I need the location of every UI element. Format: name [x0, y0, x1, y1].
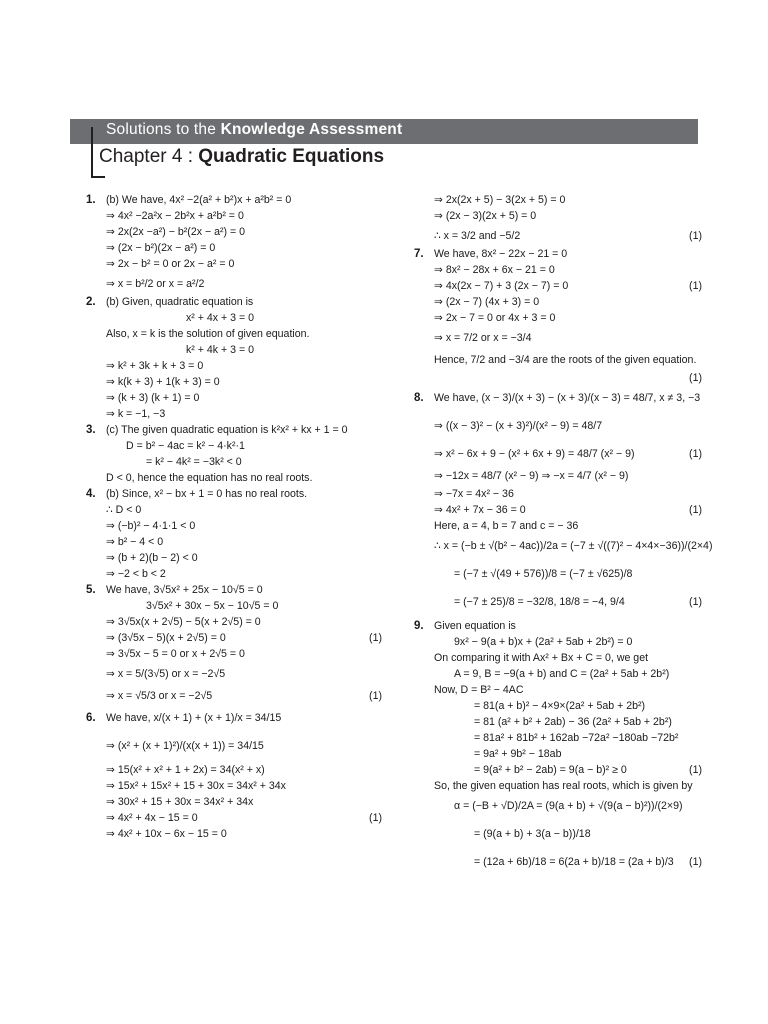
- solution-text: ⇒ 15x² + 15x² + 15 + 30x = 34x² + 34x: [106, 780, 286, 792]
- mark-label: (1): [369, 812, 382, 824]
- solution-text: ⇒ 30x² + 15 + 30x = 34x² + 34x: [106, 796, 254, 808]
- solution-text: ⇒ x = 5/(3√5) or x = −2√5: [106, 668, 226, 680]
- solution-text: ⇒ −12x = 48/7 (x² − 9) ⇒ −x = 4/7 (x² − 9): [434, 470, 629, 482]
- solution-text: ∴ x = 3/2 and −5/2: [434, 230, 521, 242]
- solution-line: [86, 502, 382, 518]
- solution-text: = (9(a + b) + 3(a − b))/18: [474, 828, 591, 840]
- solution-line: [86, 326, 382, 342]
- solution-text: ⇒ (x² + (x + 1)²)/(x(x + 1)) = 34/15: [106, 740, 264, 752]
- solution-line: [414, 278, 702, 294]
- solution-line: [86, 646, 382, 662]
- solution-text: ⇒ −7x = 4x² − 36: [434, 488, 514, 500]
- solution-text: (c) The given quadratic equation is k²x² + kx + 1 = 0: [106, 424, 348, 436]
- solution-text: ⇒ x = b²/2 or x = a²/2: [106, 278, 205, 290]
- solution-text: (b) Since, x² − bx + 1 = 0 has no real roots.: [106, 488, 308, 500]
- solution-text: ∴ x = (−b ± √(b² − 4ac))/2a = (−7 ± √((7)² − 4×4×−36))/(2×4): [434, 540, 713, 552]
- solution-text: ⇒ (−b)² − 4·1·1 < 0: [106, 520, 196, 532]
- solution-line: [414, 562, 702, 590]
- solution-line: [86, 598, 382, 614]
- solution-text: Also, x = k is the solution of given equation.: [106, 328, 310, 340]
- solution-text: = (12a + 6b)/18 = 6(2a + b)/18 = (2a + b)/3: [474, 856, 674, 868]
- solution-line: [414, 414, 702, 442]
- solution-line: [414, 746, 702, 762]
- solution-text: ⇒ (b + 2)(b − 2) < 0: [106, 552, 198, 564]
- solution-line: [86, 208, 382, 224]
- mark-label: (1): [369, 632, 382, 644]
- chapter-bracket-horizontal: [91, 176, 105, 178]
- chapter-heading: [99, 146, 384, 168]
- solution-text: ⇒ (k + 3) (k + 1) = 0: [106, 392, 200, 404]
- solution-line: [414, 618, 702, 634]
- solution-text: α = (−B + √D)/2A = (9(a + b) + √(9(a − b)²))/(2×9): [454, 800, 683, 812]
- solution-text: ⇒ 3√5x(x + 2√5) − 5(x + 2√5) = 0: [106, 616, 261, 628]
- solution-text: = (−7 ± 25)/8 = −32/8, 18/8 = −4, 9/4: [454, 596, 625, 608]
- solution-text: 9x² − 9(a + b)x + (2a² + 5ab + 2b²) = 0: [454, 636, 633, 648]
- solution-text: ⇒ 15(x² + x² + 1 + 2x) = 34(x² + x): [106, 764, 265, 776]
- solution-line: [414, 224, 702, 246]
- mark-label: (1): [689, 230, 702, 242]
- question-number: 5.: [86, 584, 96, 596]
- left-column: [86, 192, 382, 842]
- solution-line: [414, 794, 702, 822]
- solution-line: [414, 370, 702, 386]
- solution-text: ⇒ 2x − b² = 0 or 2x − a² = 0: [106, 258, 235, 270]
- solution-text: = 9(a² + b² − 2ab) = 9(a − b)² ≥ 0: [474, 764, 627, 776]
- question-number: 8.: [414, 392, 424, 404]
- mark-label: (1): [689, 856, 702, 868]
- chapter-label: Chapter 4 :: [99, 146, 193, 167]
- solution-text: Now, D = B² − 4AC: [434, 684, 524, 696]
- solution-text: ⇒ 3√5x − 5 = 0 or x + 2√5 = 0: [106, 648, 245, 660]
- solution-text: ⇒ b² − 4 < 0: [106, 536, 164, 548]
- solution-text: = 81 (a² + b² + 2ab) − 36 (2a² + 5ab + 2b²): [474, 716, 672, 728]
- solution-text: ⇒ 4x² + 4x − 15 = 0: [106, 812, 198, 824]
- solution-text: = 9a² + 9b² − 18ab: [474, 748, 562, 760]
- solution-text: ∴ D < 0: [106, 504, 142, 516]
- mark-label: (1): [689, 504, 702, 516]
- banner-bold: Knowledge Assessment: [220, 121, 403, 138]
- solution-text: (b) Given, quadratic equation is: [106, 296, 254, 308]
- solution-line: [414, 310, 702, 326]
- solution-line: [414, 666, 702, 682]
- solution-text: (b) We have, 4x² −2(a² + b²)x + a²b² = 0: [106, 194, 292, 206]
- right-column: [414, 192, 713, 878]
- question-number: 9.: [414, 620, 424, 632]
- solution-text: ⇒ 2x(2x −a²) − b²(2x − a²) = 0: [106, 226, 245, 238]
- chapter-title: Quadratic Equations: [198, 146, 385, 167]
- solution-line: [86, 256, 382, 272]
- mark-label: (1): [689, 280, 702, 292]
- solution-text: ⇒ 4x² −2a²x − 2b²x + a²b² = 0: [106, 210, 244, 222]
- solution-line: [86, 826, 382, 842]
- solution-line: [414, 590, 702, 618]
- solution-text: = (−7 ± √(49 + 576))/8 = (−7 ± √625)/8: [454, 568, 633, 580]
- solution-text: ⇒ (2x − b²)(2x − a²) = 0: [106, 242, 216, 254]
- mark-label: (1): [689, 596, 702, 608]
- solution-line: [414, 294, 702, 310]
- solution-text: Given equation is: [434, 620, 516, 632]
- solution-text: D < 0, hence the equation has no real roots.: [106, 472, 313, 484]
- solution-line: [86, 358, 382, 374]
- solution-line: [414, 208, 702, 224]
- solution-line: [86, 224, 382, 240]
- solution-line: [86, 374, 382, 390]
- solution-text: = 81(a + b)² − 4×9×(2a² + 5ab + 2b²): [474, 700, 646, 712]
- solution-text: So, the given equation has real roots, which is given by: [434, 780, 693, 792]
- solution-text: ⇒ (2x − 3)(2x + 5) = 0: [434, 210, 537, 222]
- solution-line: [86, 734, 382, 762]
- solution-text: ⇒ k = −1, −3: [106, 408, 166, 420]
- solution-line: [414, 762, 702, 778]
- solution-line: [86, 272, 382, 294]
- solution-line: [86, 294, 382, 310]
- solution-text: 3√5x² + 30x − 5x − 10√5 = 0: [146, 600, 279, 612]
- solution-line: [86, 192, 382, 208]
- solution-line: [86, 240, 382, 256]
- solution-line: [414, 730, 702, 746]
- solution-text: ⇒ −2 < b < 2: [106, 568, 166, 580]
- solution-line: [86, 422, 382, 438]
- solution-line: [414, 698, 702, 714]
- solution-line: [86, 762, 382, 778]
- solution-text: x² + 4x + 3 = 0: [186, 312, 255, 324]
- solution-text: k² + 4k + 3 = 0: [186, 344, 255, 356]
- solution-text: D = b² − 4ac = k² − 4·k²·1: [126, 440, 245, 452]
- solution-text: ⇒ 4x² + 7x − 36 = 0: [434, 504, 526, 516]
- mark-label: (1): [369, 690, 382, 702]
- chapter-bracket-vertical: [91, 127, 93, 177]
- solution-text: ⇒ 2x − 7 = 0 or 4x + 3 = 0: [434, 312, 556, 324]
- question-number: 1.: [86, 194, 96, 206]
- solution-line: [86, 454, 382, 470]
- banner-title: [106, 121, 402, 139]
- solution-line: [414, 778, 702, 794]
- question-number: 4.: [86, 488, 96, 500]
- solution-line: [414, 850, 702, 878]
- section-banner: [70, 119, 698, 144]
- solution-text: = 81a² + 81b² + 162ab −72a² −180ab −72b²: [474, 732, 679, 744]
- solution-line: [414, 518, 702, 534]
- solution-line: [86, 534, 382, 550]
- solution-line: [414, 682, 702, 698]
- solution-text: ⇒ (3√5x − 5)(x + 2√5) = 0: [106, 632, 226, 644]
- solution-line: [86, 662, 382, 684]
- question-number: 7.: [414, 248, 424, 260]
- solution-line: [414, 634, 702, 650]
- solution-text: ⇒ x² − 6x + 9 − (x² + 6x + 9) = 48/7 (x² − 9): [434, 448, 635, 460]
- solution-line: [414, 486, 702, 502]
- solution-line: [414, 192, 702, 208]
- solution-text: = k² − 4k² = −3k² < 0: [146, 456, 242, 468]
- solution-line: [86, 778, 382, 794]
- solution-line: [86, 390, 382, 406]
- solution-text: We have, 8x² − 22x − 21 = 0: [434, 248, 568, 260]
- solution-line: [414, 650, 702, 666]
- question-number: 6.: [86, 712, 96, 724]
- question-number: 2.: [86, 296, 96, 308]
- solution-line: [86, 794, 382, 810]
- mark-label: (1): [689, 448, 702, 460]
- solution-line: [414, 534, 713, 562]
- solution-line: [414, 822, 702, 850]
- solution-text: ⇒ 8x² − 28x + 6x − 21 = 0: [434, 264, 555, 276]
- solution-text: ⇒ 4x² + 10x − 6x − 15 = 0: [106, 828, 227, 840]
- solution-text: ⇒ k(k + 3) + 1(k + 3) = 0: [106, 376, 220, 388]
- solution-text: ⇒ 4x(2x − 7) + 3 (2x − 7) = 0: [434, 280, 569, 292]
- solution-line: [86, 486, 382, 502]
- solution-line: [414, 442, 702, 464]
- solution-line: [86, 438, 382, 454]
- solution-line: [414, 386, 702, 414]
- solution-line: [86, 810, 382, 826]
- solution-line: [414, 246, 702, 262]
- solution-line: [86, 566, 382, 582]
- solution-line: [414, 502, 702, 518]
- solution-text: We have, (x − 3)/(x + 3) − (x + 3)/(x − 3) = 48/7, x ≠ 3, −3: [434, 392, 701, 404]
- solution-line: [414, 262, 702, 278]
- mark-label: (1): [689, 764, 702, 776]
- solution-text: Here, a = 4, b = 7 and c = − 36: [434, 520, 579, 532]
- solution-line: [86, 470, 382, 486]
- solution-line: [414, 464, 702, 486]
- solution-line: [414, 348, 702, 370]
- question-number: 3.: [86, 424, 96, 436]
- solution-line: [86, 582, 382, 598]
- solution-line: [86, 550, 382, 566]
- solution-line: [86, 310, 382, 326]
- solution-line: [86, 614, 382, 630]
- solution-text: ⇒ x = 7/2 or x = −3/4: [434, 332, 532, 344]
- solution-line: [86, 684, 382, 706]
- solution-text: A = 9, B = −9(a + b) and C = (2a² + 5ab + 2b²): [454, 668, 670, 680]
- banner-prefix: Solutions to the: [106, 121, 217, 138]
- solution-text: On comparing it with Ax² + Bx + C = 0, we get: [434, 652, 649, 664]
- solution-text: ⇒ x = √5/3 or x = −2√5: [106, 690, 213, 702]
- solution-line: [86, 706, 382, 734]
- solution-line: [414, 714, 702, 730]
- solution-text: ⇒ k² + 3k + k + 3 = 0: [106, 360, 204, 372]
- mark-label: (1): [689, 372, 702, 384]
- solution-line: [86, 342, 382, 358]
- solution-text: We have, x/(x + 1) + (x + 1)/x = 34/15: [106, 712, 282, 724]
- solution-line: [86, 406, 382, 422]
- solution-text: Hence, 7/2 and −3/4 are the roots of the given equation.: [434, 354, 697, 366]
- solution-line: [86, 630, 382, 646]
- solution-text: We have, 3√5x² + 25x − 10√5 = 0: [106, 584, 263, 596]
- solution-line: [86, 518, 382, 534]
- solution-line: [414, 326, 702, 348]
- solution-text: ⇒ ((x − 3)² − (x + 3)²)/(x² − 9) = 48/7: [434, 420, 603, 432]
- solution-text: ⇒ 2x(2x + 5) − 3(2x + 5) = 0: [434, 194, 566, 206]
- solution-text: ⇒ (2x − 7) (4x + 3) = 0: [434, 296, 540, 308]
